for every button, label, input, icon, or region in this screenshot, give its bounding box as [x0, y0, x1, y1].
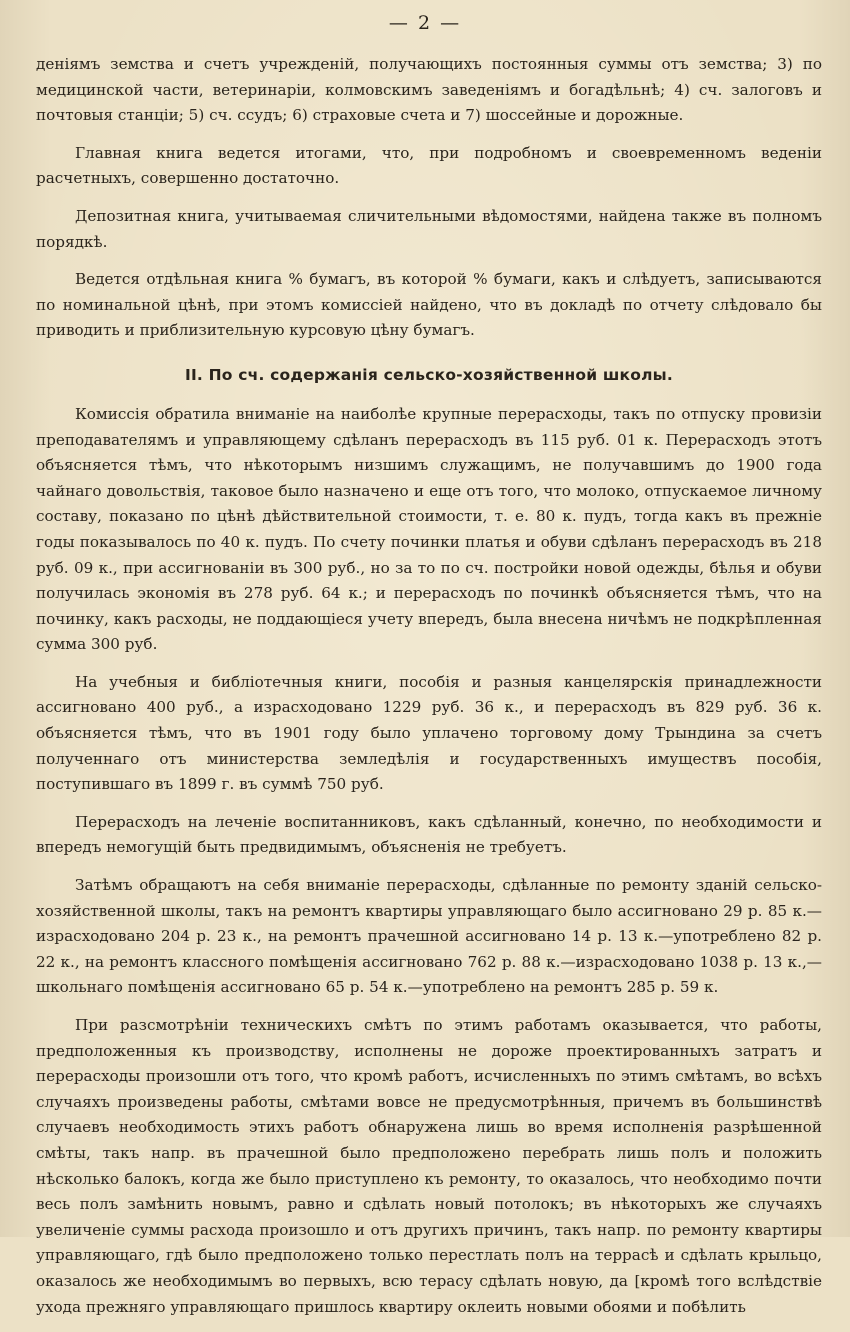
paragraph-deposit-book: Депозитная книга, учитываемая сличительными вѣдомостями, найдена также въ полномъ порядкѣ. — [36, 206, 822, 251]
paragraph-repairs: Затѣмъ обращаютъ на себя вниманіе перерасходы, сдѣланные по ремонту зданій сельско-хозяйственной школы, такъ на ремонтъ квартиры управляющаго было ассигновано 29 р. 85 к.—израсходовано 204 р. 23 к., на ремонтъ прачешной ассигновано 14 р. 13 к.—употреблено 82 р. 22 к., на ремонтъ классного помѣщенія ассигновано 762 р. 88 к.—израсходовано 1038 р. 13 к.,—школьнаго помѣщенія ассигновано 65 р. 54 к.—употреблено на ремонтъ 285 р. 59 к. — [36, 876, 822, 997]
paragraph-books-supplies: На учебныя и библіотечныя книги, пособія и разныя канцелярскія принадлежности ассигновано 400 руб., а израсходовано 1229 руб. 36 к., и перерасходъ въ 829 руб. 36 к. объясняется тѣмъ, что въ 1901 году было уплачено торговому дому Трындина за счетъ полученнаго отъ министерства земледѣлія и государственныхъ имуществъ пособія, поступившаго въ 1899 г. въ суммѣ 750 руб. — [36, 672, 822, 794]
page-number: — 2 — — [388, 12, 462, 34]
paragraph-technical-estimates: При разсмотрѣніи техническихъ смѣтъ по этимъ работамъ оказывается, что работы, предположенныя къ производству, исполнены не дороже проектированныхъ затратъ и перерасходы произошли отъ того, что кромѣ работъ, исчисленныхъ по этимъ смѣтамъ, во всѣхъ случаяхъ произведены работы, смѣтами вовсе не предусмотрѣнныя, причемъ въ большинствѣ случаевъ необходимость этихъ работъ обнаружена лишь во время исполненія разрѣшенной смѣты, такъ напр. въ прачешной было предположено перебрать лишь полъ и положить нѣсколько балокъ, когда же было приступлено къ ремонту, то оказалось, что необходимо почти весь полъ замѣнить новымъ, равно и сдѣлать новый потолокъ; въ нѣкоторыхъ же случаяхъ увеличеніе суммы расхода произошло и отъ другихъ причинъ, такъ напр. по ремонту квартиры управляющаго, гдѣ было предположено только перестлать полъ на террасѣ и сдѣлать крыльцо, оказалось же необходимымъ во первыхъ, всю терасу сдѣлать новую, да [кромѣ того вслѣдствіе ухода прежняго управляющаго пришлось квартиру оклеить новыми обоями и побѣлить — [36, 1016, 822, 1316]
paragraph-ledger: Главная книга ведется итогами, что, при подробномъ и своевременномъ веденіи расчетныхъ, совершенно достаточно. — [36, 143, 822, 188]
section-heading: II. По сч. содержанія сельско-хозяйственной школы. — [185, 365, 673, 384]
paragraph-continued: деніямъ земства и счетъ учрежденій, получающихъ постоянныя суммы отъ земства; 3) по медицинской части, ветеринаріи, колмовскимъ заведеніямъ и богадѣльнѣ; 4) сч. залоговъ и почтовыя станціи; 5) сч. ссудъ; 6) страховые счета и 7) шоссейные и дорожные. — [36, 55, 822, 125]
paragraph-securities-book: Ведется отдѣльная книга % бумагъ, въ которой % бумаги, какъ и слѣдуетъ, записываются по номинальной цѣнѣ, при этомъ комиссіей найдено, что въ докладѣ по отчету слѣдовало бы приводить и приблизительную курсовую цѣну бумагъ. — [36, 270, 822, 340]
paragraph-treatment: Перерасходъ на леченіе воспитанниковъ, какъ сдѣланный, конечно, по необходимости и впередъ немогущій быть предвидимымъ, объясненія не требуетъ. — [36, 812, 822, 857]
paragraph-overspending-provisions: Комиссія обратила вниманіе на наиболѣе крупные перерасходы, такъ по отпуску провизіи преподавателямъ и управляющему сдѣланъ перерасходъ въ 115 руб. 01 к. Перерасходъ этотъ объясняется тѣмъ, что нѣкоторымъ низшимъ служащимъ, не получавшимъ до 1900 года чайнаго довольствія, таковое было назначено и еще отъ того, что молоко, отпускаемое личному составу, показано по цѣнѣ дѣйствительной стоимости, т. е. 80 к. пудъ, тогда какъ въ прежніе годы показывалось по 40 к. пудъ. По счету починки платья и обуви сдѣланъ перерасходъ въ 218 руб. 09 к., при ассигнованіи въ 300 руб., но за то по сч. постройки новой одежды, бѣлья и обуви получилась экономія въ 278 руб. 64 к.; и перерасходъ по починкѣ объясняется тѣмъ, что на починку, какъ расходы, не поддающіеся учету впередъ, была внесена ничѣмъ не подкрѣпленная сумма 300 руб. — [36, 404, 822, 654]
document-body — [36, 52, 822, 1332]
